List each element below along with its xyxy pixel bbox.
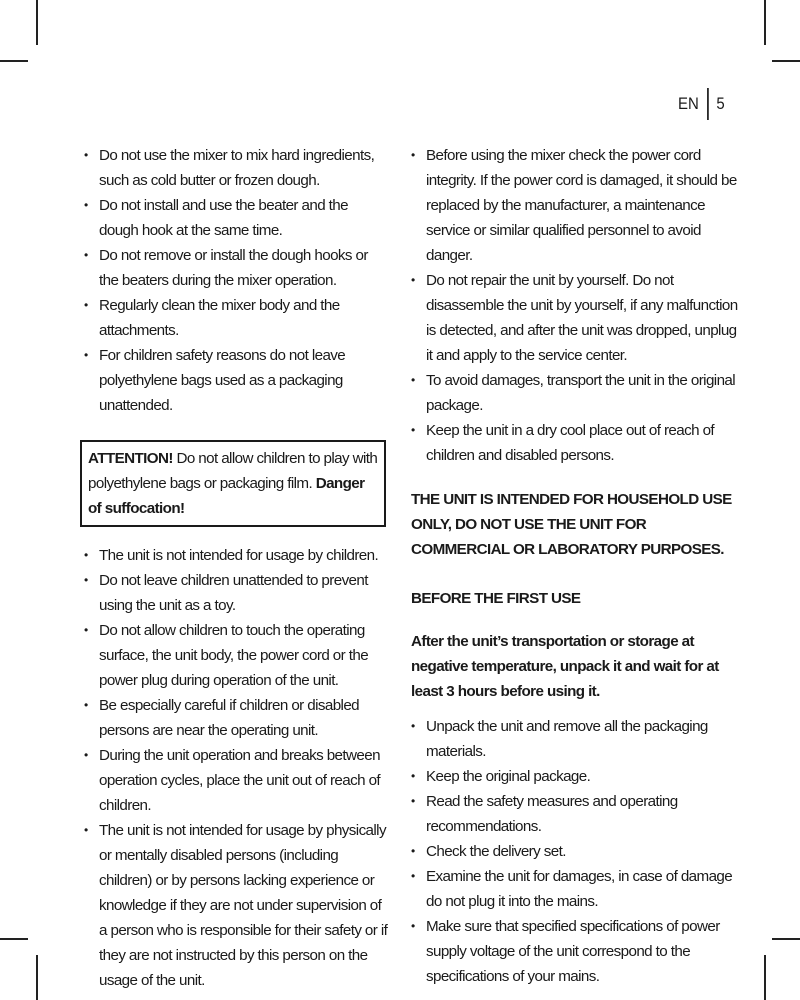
list-item: • Read the safety measures and operating recommendations. [411,789,743,839]
attention-text: Do not allow children to play with polyethylene bags or packaging film. [88,450,378,492]
page-header [678,88,725,120]
list-item: • Regularly clean the mixer body and the attachments. [84,293,390,343]
section-title: BEFORE THE FIRST USE [411,590,581,607]
safety-list-right [411,143,743,468]
list-item: • For children safety reasons do not leave polyethylene bags used as a packaging unattended. [84,343,390,418]
list-item: • Do not repair the unit by yourself. Do not disassemble the unit by yourself, if any malfunction is detected, and after the unit was dropped, unplug it and apply to the service center. [411,268,743,368]
list-item: • Make sure that specified specifications of power supply voltage of the unit correspond to the specifications of your mains. [411,914,743,989]
list-item: • Check the delivery set. [411,839,743,864]
list-item: • Unpack the unit and remove all the packaging materials. [411,714,743,764]
crop-mark [772,60,800,62]
list-item: • Do not remove or install the dough hooks or the beaters during the mixer operation. [84,243,390,293]
list-item: • Do not install and use the beater and the dough hook at the same time. [84,193,390,243]
list-item: • Examine the unit for damages, in case of damage do not plug it into the mains. [411,864,743,914]
page-number: 5 [716,94,725,113]
attention-box [80,440,386,527]
list-item: • Keep the original package. [411,764,743,789]
crop-mark [36,955,38,1000]
first-use-list [411,714,743,989]
list-item: • Do not leave children unattended to prevent using the unit as a toy. [84,568,390,618]
list-item: • Keep the unit in a dry cool place out of reach of children and disabled persons. [411,418,743,468]
first-use-note: After the unit’s transportation or storage at negative temperature, unpack it and wait for at least 3 hours before using it. [411,633,719,700]
crop-mark [764,0,766,45]
list-item: • To avoid damages, transport the unit in the original package. [411,368,743,418]
crop-mark [764,955,766,1000]
right-column [411,143,743,989]
safety-list-bottom [84,543,390,993]
list-item: • Do not allow children to touch the operating surface, the unit body, the power cord or the power plug during operation of the unit. [84,618,390,693]
list-item: • During the unit operation and breaks between operation cycles, place the unit out of reach of children. [84,743,390,818]
household-use-notice: THE UNIT IS INTENDED FOR HOUSEHOLD USE ONLY, DO NOT USE THE UNIT FOR COMMERCIAL OR LABORATORY PURPOSES. [411,491,732,558]
list-item: • Do not use the mixer to mix hard ingredients, such as cold butter or frozen dough. [84,143,390,193]
attention-emphasis: Danger of suffocation! [88,475,365,517]
list-item: • The unit is not intended for usage by children. [84,543,390,568]
safety-list-top [84,143,390,418]
crop-mark [36,0,38,45]
language-code: EN [678,94,699,113]
crop-mark [0,938,28,940]
crop-mark [0,60,28,62]
attention-label: ATTENTION! [88,450,173,467]
crop-mark [772,938,800,940]
left-column [84,143,390,993]
list-item: • Be especially careful if children or disabled persons are near the operating unit. [84,693,390,743]
list-item: • Before using the mixer check the power cord integrity. If the power cord is damaged, it should be replaced by the manufacturer, a maintenance service or similar qualified personnel to avoid danger. [411,143,743,268]
list-item: • The unit is not intended for usage by physically or mentally disabled persons (including children) or by persons lacking experience or knowledge if they are not under supervision of a person who is responsible for their safety or if they are not instructed by this person on the usage of the unit. [84,818,390,993]
